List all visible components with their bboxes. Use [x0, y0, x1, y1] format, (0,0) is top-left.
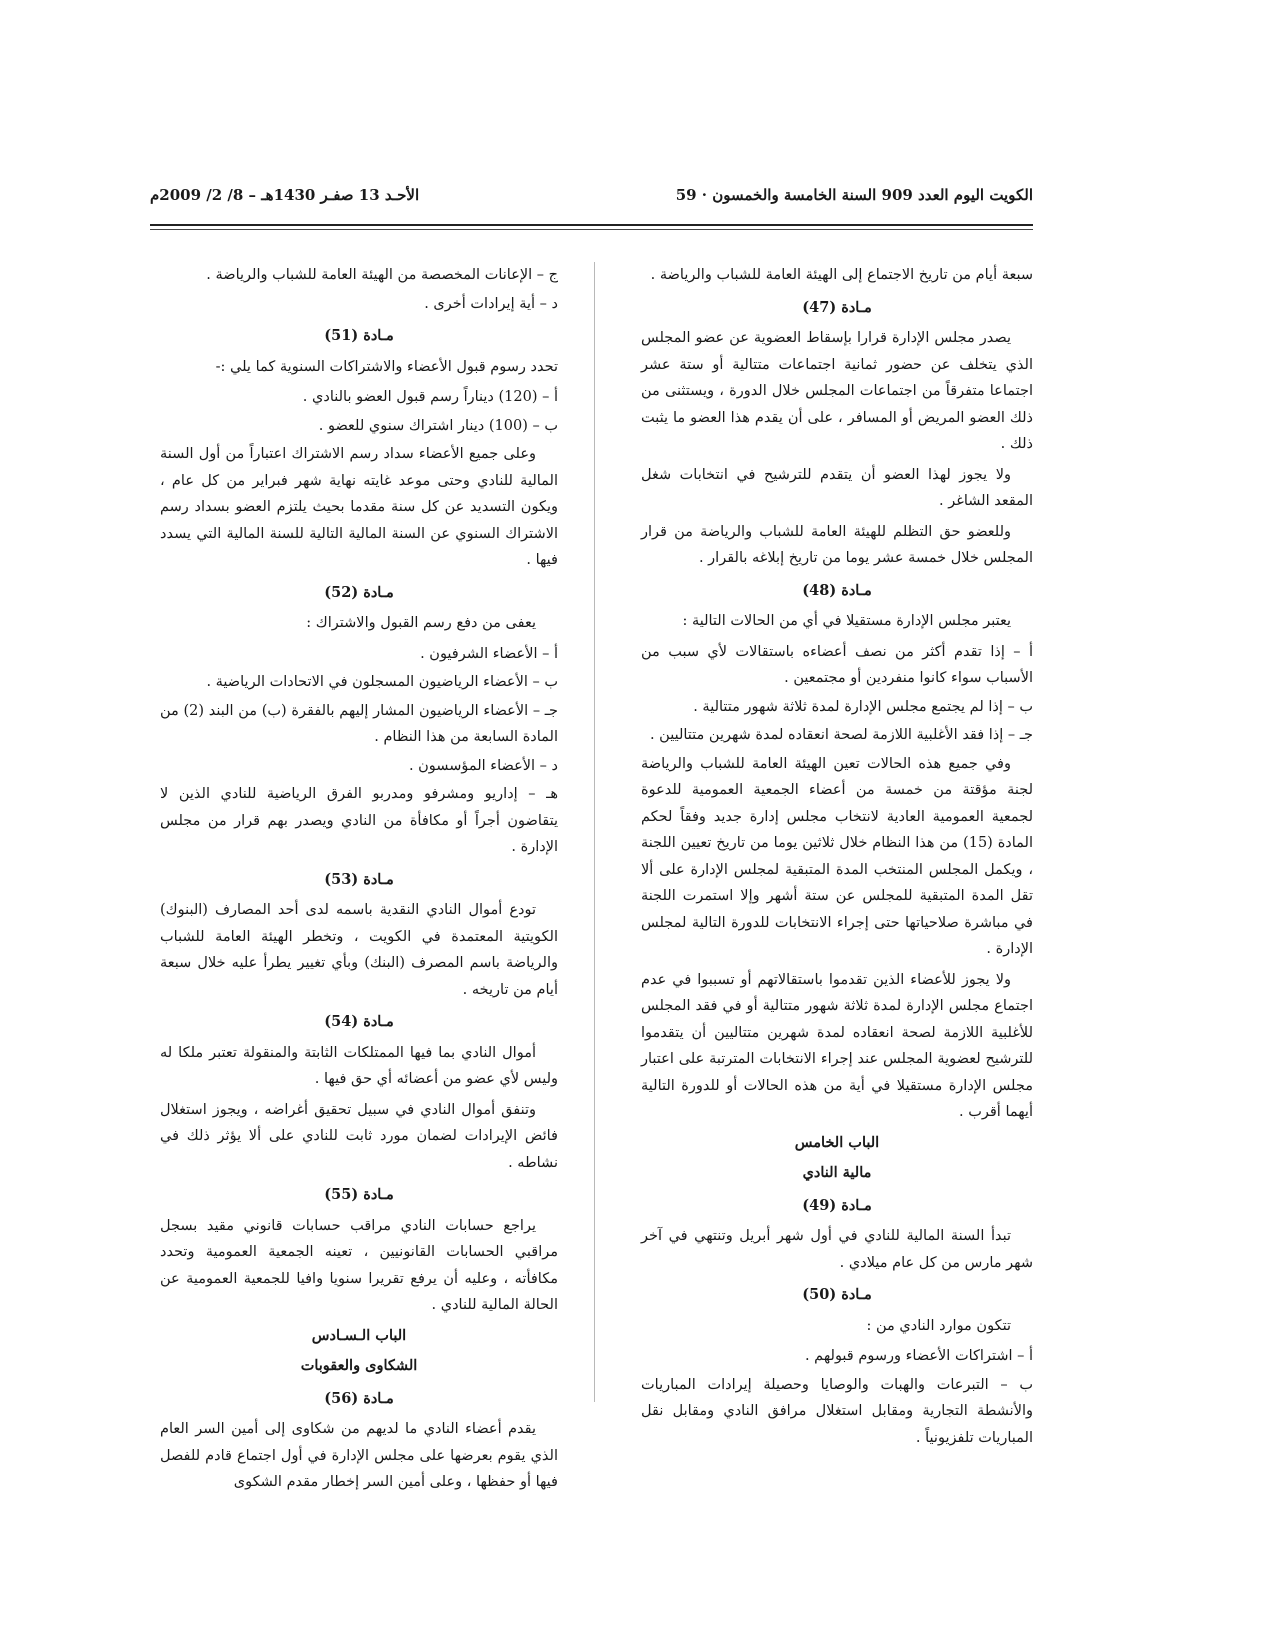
article-56-heading: مـادة (56) — [324, 1389, 394, 1407]
paragraph: وتنفق أموال النادي في سبيل تحقيق أغراضه ، ويجوز استغلال فائض الإيرادات لضمان مورد ثابت للنادي على ألا يؤثر ذلك في نشاطه . — [160, 1101, 558, 1171]
list-item: ب – (100) دينار اشتراك سنوي للعضو . — [318, 417, 558, 434]
chapter-6-title: الباب الـسـادس — [311, 1326, 407, 1344]
header-rule-thick — [150, 224, 1033, 226]
article-47-heading: مـادة (47) — [802, 298, 872, 316]
header-rule-thin — [150, 229, 1033, 230]
list-item: د – الأعضاء المؤسسون . — [408, 757, 558, 774]
chapter-6-subtitle: الشكاوى والعقوبات — [300, 1357, 418, 1374]
header-date: الأحـد 13 صفـر 1430هـ – 8/ 2/ 2009م — [150, 186, 420, 204]
paragraph: سبعة أيام من تاريخ الاجتماع إلى الهيئة العامة للشباب والرياضة . — [650, 267, 1033, 283]
list-item: أ – إذا تقدم أكثر من نصف أعضاءه باستقالات لأي سبب من الأسباب سواء كانوا منفردين أو مجتمعين . — [641, 643, 1033, 686]
paragraph: ولا يجوز للأعضاء الذين تقدموا باستقالاتهم أو تسببوا في عدم اجتماع مجلس الإدارة لمدة ثلاثة شهور متتالية أو في فقد المجلس للأغلبية اللازمة لصحة انعقاده لمدة شهرين متتاليين أن يتقدموا للترشيح لعضوية المجلس عند إجراء الانتخابات المترتبة على اعتبار مجلس الإدارة مستقيلا في أية من هذه الحالات أو للدورة التالية أيهما أقرب . — [641, 971, 1033, 1120]
article-51-heading: مـادة (51) — [324, 327, 394, 344]
article-48-heading: مـادة (48) — [802, 581, 872, 599]
paragraph: تبدأ السنة المالية للنادي في أول شهر أبريل وتنتهي في آخر شهر مارس من كل عام ميلادي . — [641, 1228, 1033, 1271]
paragraph: يعفى من دفع رسم القبول والاشتراك : — [306, 615, 536, 631]
header-publication-info: الكويت اليوم العدد 909 السنة الخامسة والخمسون · 59 — [675, 186, 1033, 204]
list-item: د – أية إيرادات أخرى . — [424, 295, 558, 312]
list-item: جـ – إذا فقد الأغلبية اللازمة لصحة انعقاده لمدة شهرين متتاليين . — [649, 727, 1033, 743]
list-item: أ – اشتراكات الأعضاء ورسوم قبولهم . — [804, 1348, 1033, 1364]
paragraph: وعلى جميع الأعضاء سداد رسم الاشتراك اعتباراً من أول السنة المالية للنادي وحتى موعد غايته نهاية شهر فبراير من كل عام ، ويكون التسديد عن كل سنة مقدما بحيث يلتزم العضو بسداد رسم الاشتراك السنوي عن السنة المالية التالية للسنة المالية التي يسدد فيها . — [160, 446, 558, 568]
page-header — [150, 186, 1033, 210]
list-item: ب – إذا لم يجتمع مجلس الإدارة لمدة ثلاثة شهور متتالية . — [693, 698, 1033, 715]
list-item: أ – (120) ديناراً رسم قبول العضو بالنادي . — [302, 389, 558, 405]
article-52-heading: مـادة (52) — [324, 583, 394, 601]
article-53-heading: مـادة (53) — [324, 870, 394, 888]
paragraph: وفي جميع هذه الحالات تعين الهيئة العامة للشباب والرياضة لجنة مؤقتة من خمسة من أعضاء الجمعية العمومية للدعوة لجمعية العمومية العادية لانتخاب مجلس إدارة جديد وفقاً لحكم المادة (15) من هذا النظام خلال ثلاثين يوما من تاريخ تعيين اللجنة ، ويكمل المجلس المنتخب المدة المتبقية لمجلس الإدارة على ألا تقل المدة المتبقية للمجلس عن ستة أشهر وإلا استمرت اللجنة في مباشرة صلاحياتها حتى إجراء الانتخابات للدورة التالية لمجلس الإدارة . — [641, 755, 1033, 957]
list-item: ب – الأعضاء الرياضيون المسجلون في الاتحادات الرياضية . — [206, 674, 558, 690]
paragraph: تحدد رسوم قبول الأعضاء والاشتراكات السنوية كما يلي :- — [215, 358, 558, 375]
list-item: ب – التبرعات والهبات والوصايا وحصيلة إيرادات المباريات والأنشطة التجارية ومقابل استغلال مرافق النادي ومقابل نقل المباريات تلفزيونياً . — [641, 1376, 1033, 1446]
list-item: هـ – إداريو ومشرفو ومدربو الفرق الرياضية للنادي الذين لا يتقاضون أجراً أو مكافأة من النادي ويصدر بهم قرار من مجلس الإدارة . — [160, 786, 558, 855]
paragraph: يعتبر مجلس الإدارة مستقيلا في أي من الحالات التالية : — [682, 613, 1011, 629]
article-55-heading: مـادة (55) — [324, 1186, 394, 1203]
paragraph: ولا يجوز لهذا العضو أن يتقدم للترشيح في انتخابات شغل المقعد الشاغر . — [641, 466, 1033, 509]
paragraph: وللعضو حق التظلم للهيئة العامة للشباب والرياضة من قرار المجلس خلال خمسة عشر يوما من تاريخ إبلاغه بالقرار . — [641, 523, 1033, 566]
paragraph: تودع أموال النادي النقدية باسمه لدى أحد المصارف (البنوك) الكويتية المعتمدة في الكويت ، وتخطر الهيئة العامة للشباب والرياضة باسم المصرف (البنك) وبأي تغيير يطرأ عليه خلال سبعة أيام من تاريخه . — [160, 902, 558, 998]
right-column — [641, 262, 1033, 1453]
column-divider — [594, 262, 595, 1402]
paragraph: تتكون موارد النادي من : — [866, 1317, 1011, 1334]
paragraph: يقدم أعضاء النادي ما لديهم من شكاوى إلى أمين السر العام الذي يقوم بعرضها على مجلس الإدارة في أول اجتماع قادم للفصل فيها أو حفظها ، وعلى أمين السر إخطار مقدم الشكوى — [160, 1421, 558, 1490]
paragraph: أموال النادي بما فيها الممتلكات الثابتة والمنقولة تعتبر ملكا له وليس لأي عضو من أعضائه أي حق فيها . — [160, 1044, 558, 1087]
paragraph: يراجع حسابات النادي مراقب حسابات قانوني مقيد بسجل مراقبي الحسابات القانونيين ، تعينه الجمعية العمومية وتحدد مكافأته ، وعليه أن يرفع تقريرا سنويا وافيا للجمعية العمومية عن الحالة المالية للنادي . — [160, 1217, 558, 1313]
paragraph: يصدر مجلس الإدارة قرارا بإسقاط العضوية عن عضو المجلس الذي يتخلف عن حضور ثمانية اجتماعات متتالية أو ستة عشر اجتماعا متفرقاً من اجتماعات المجلس خلال الدورة ، ويستثنى من ذلك العضو المريض أو المسافر ، على أن يقدم هذا العضو ما يثبت ذلك . — [641, 330, 1033, 452]
article-49-heading: مـادة (49) — [802, 1196, 872, 1214]
left-column — [160, 262, 558, 1500]
chapter-5-subtitle: مالية النادي — [802, 1164, 872, 1181]
chapter-5-title: الباب الخامس — [794, 1133, 880, 1151]
list-item: أ – الأعضاء الشرفيون . — [420, 645, 558, 662]
list-item: ج – الإعانات المخصصة من الهيئة العامة للشباب والرياضة . — [206, 267, 558, 283]
article-54-heading: مـادة (54) — [324, 1013, 394, 1030]
list-item: جـ – الأعضاء الرياضيون المشار إليهم بالفقرة (ب) من البند (2) من المادة السابعة من هذا النظام . — [160, 702, 558, 745]
article-50-heading: مـادة (50) — [802, 1286, 872, 1303]
